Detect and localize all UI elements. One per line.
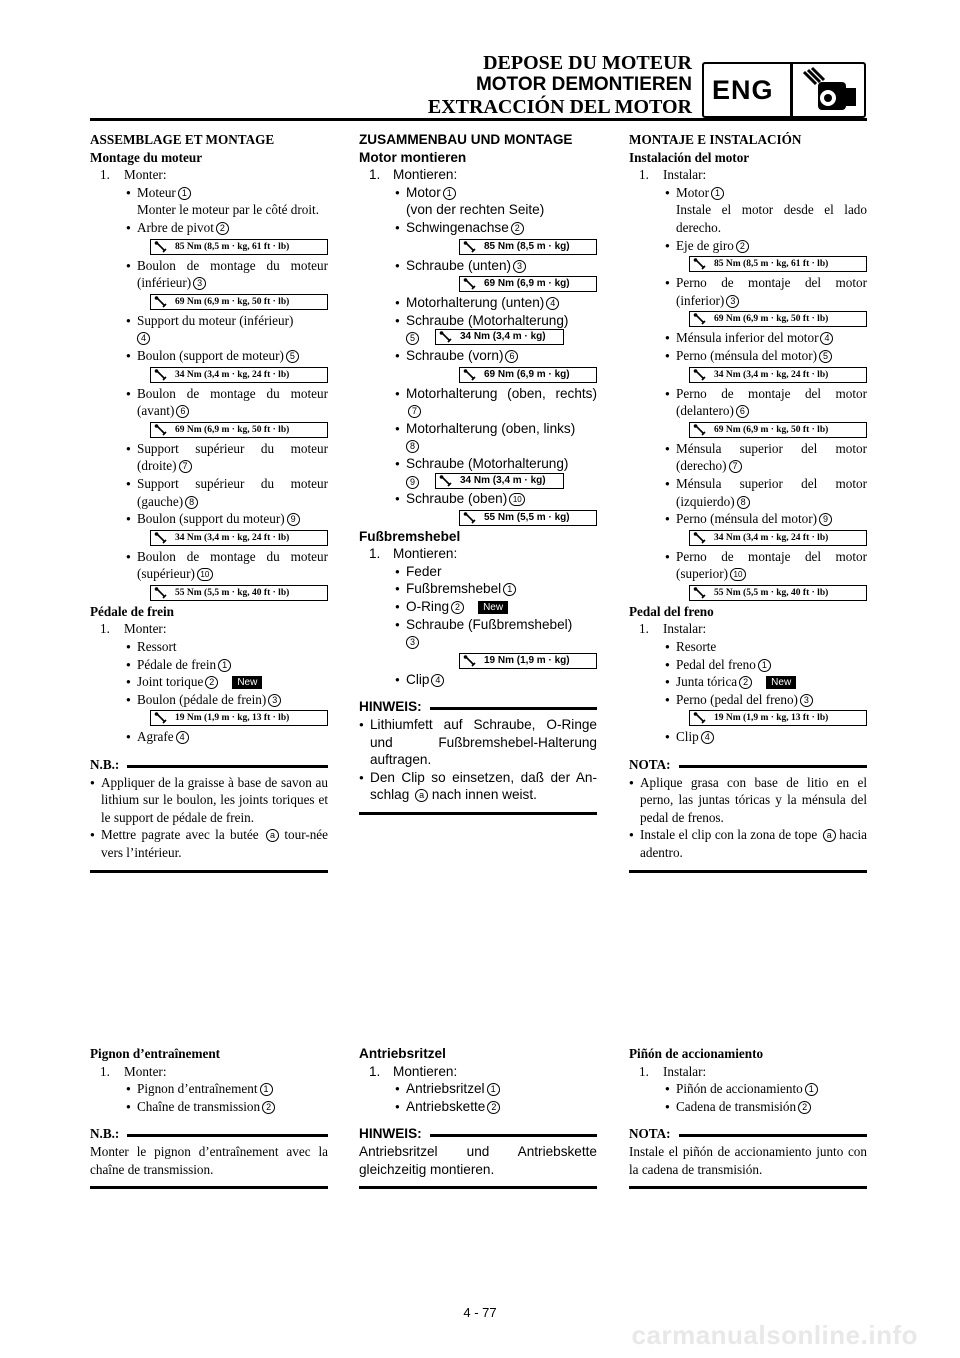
es-item-7: ● Ménsula superior del motor (derecho) 7 (629, 440, 867, 475)
wrench-icon (689, 257, 709, 271)
title-es: EXTRACCIÓN DEL MOTOR (427, 96, 692, 118)
fr-torque-10: 55 Nm (5,5 m · kg, 40 ft · lb) (150, 585, 328, 601)
fr-torque-2: 85 Nm (8,5 m · kg, 61 ft · lb) (150, 239, 328, 255)
title-de: MOTOR DEMONTIEREN (475, 74, 692, 95)
es-section-title: MONTAJE E INSTALACIÓN (629, 132, 802, 147)
de-sprocket-note: HINWEIS: Antriebsritzel und Antriebskette gleichzeitig montieren. (359, 1125, 597, 1189)
new-badge: New (232, 676, 262, 689)
es-step: 1. Instalar: (639, 167, 707, 183)
de-torque-5: 34 Nm (3,4 m · kg) (435, 329, 564, 345)
de-brake-2: ● Fußbremshebel 1 (359, 580, 597, 598)
wrench-icon (150, 240, 170, 254)
es-subsection: Instalación del motor (629, 149, 750, 165)
es-torque-6: 69 Nm (6,9 m · kg, 50 ft · lb) (689, 422, 867, 438)
de-brake-1: ● Feder (359, 563, 597, 581)
wrench-icon (459, 277, 479, 291)
fr-brake-2: ● Pédale de frein 1 (90, 656, 328, 674)
de-item-7: ● Motorhalterung (oben, rechts)7 (359, 385, 597, 420)
wrench-icon (689, 368, 709, 382)
fr-torque-brake: 19 Nm (1,9 m · kg, 13 ft · lb) (150, 710, 328, 726)
eng-badge (702, 62, 866, 118)
de-torque-2: 85 Nm (8,5 m · kg) (459, 239, 597, 255)
es-torque-10: 55 Nm (5,5 m · kg, 40 ft · lb) (689, 585, 867, 601)
fr-torque-6: 69 Nm (6,9 m · kg, 50 ft · lb) (150, 422, 328, 438)
de-brake-title: Fußbremshebel (359, 528, 461, 544)
wrench-icon (689, 312, 709, 326)
es-sprocket-title: Piñón de accionamiento (629, 1046, 764, 1061)
wrench-icon (435, 474, 455, 488)
de-item-10: ● Schraube (oben) 10 (359, 490, 597, 508)
es-torque-brake: 19 Nm (1,9 m · kg, 13 ft · lb) (689, 710, 867, 726)
es-item-5: ● Perno (ménsula del motor) 5 (629, 347, 867, 365)
fr-item-9: ● Boulon (support du moteur) 9 (90, 510, 328, 528)
eng-label: ENG (712, 75, 774, 105)
fr-section-title: ASSEMBLAGE ET MONTAGE (90, 132, 275, 147)
fr-sprocket: Pignon d’entraînement 1. Monter: ● Pignon d’entraînement 1 ● Chaîne de transmission 2 N.B.: Monter le pignon d’entraînement avec la chaîne de transmission. (90, 1045, 328, 1189)
wrench-icon (150, 711, 170, 725)
es-brake-1: ● Resorte (629, 638, 867, 656)
es-item-4: ● Ménsula inferior del motor 4 (629, 329, 867, 347)
de-torque-6: 69 Nm (6,9 m · kg) (459, 367, 597, 383)
wrench-icon (689, 531, 709, 545)
fr-torque-5: 34 Nm (3,4 m · kg, 24 ft · lb) (150, 367, 328, 383)
wrench-icon (689, 711, 709, 725)
es-brake-step: 1. Instalar: (639, 621, 707, 637)
de-section-title: ZUSAMMENBAU UND MONTAGE (359, 132, 573, 147)
de-brake-4: ● Schraube (Fußbremshebel) 3 (359, 616, 597, 651)
wrench-icon (435, 330, 455, 344)
watermark: carmanualsonline.info (631, 1320, 918, 1350)
es-brake-5: ● Clip 4 (629, 728, 867, 746)
de-item-1: ● Motor 1 (359, 184, 597, 202)
fr-item-7: ● Support supérieur du moteur (droite) 7 (90, 440, 328, 475)
es-sprocket: Piñón de accionamiento 1. Instalar: ● Piñón de accionamiento 1 ● Cadena de transmisión 2 NOTA: Instale el piñón de accionamiento junto con la cadena de transmisión. (629, 1045, 867, 1189)
es-item-9: ● Perno (ménsula del motor) 9 (629, 510, 867, 528)
wrench-icon (689, 586, 709, 600)
fr-item-3: ● Boulon de montage du moteur (inférieur) 3 (90, 257, 328, 292)
es-item-6: ● Perno de montaje del motor (delantero) 6 (629, 385, 867, 420)
fr-item-8: ● Support supérieur du moteur (gauche) 8 (90, 475, 328, 510)
es-torque-9: 34 Nm (3,4 m · kg, 24 ft · lb) (689, 530, 867, 546)
new-badge: New (766, 676, 796, 689)
de-brake-5: ● Clip 4 (359, 671, 597, 689)
es-torque-3: 69 Nm (6,9 m · kg, 50 ft · lb) (689, 311, 867, 327)
de-item-5: ● Schraube (Motorhalterung) 5 34 Nm (3,4 m · kg) (359, 312, 597, 347)
fr-item-1-note: Monter le moteur par le côté droit. (137, 202, 319, 218)
wrench-icon (150, 531, 170, 545)
de-torque-brake: 19 Nm (1,9 m · kg) (459, 653, 597, 669)
de-brake-3: ● O-Ring 2 New (359, 598, 597, 616)
fr-brake-title: Pédale de frein (90, 603, 174, 619)
de-sprocket: Antriebsritzel 1. Montieren: ● Antriebsritzel 1 ● Antriebskette 2 HINWEIS: Antriebsritzel und Antriebskette gleichzeitig montieren. (359, 1045, 597, 1189)
new-badge: New (478, 601, 508, 614)
fr-note: N.B.: ● Appliquer de la graisse à base de savon au lithium sur le boulon, les joints toriques et le support de pédale de frein. ● Mettre pagrate avec la butée a tour-née vers l’intérieur. (90, 756, 328, 873)
wrench-icon (459, 368, 479, 382)
es-brake-4: ● Perno (pedal del freno) 3 (629, 691, 867, 709)
de-brake-step: 1. Montieren: (369, 546, 458, 562)
wrench-icon (459, 511, 479, 525)
fr-sprocket-note: N.B.: Monter le pignon d’entraînement avec la chaîne de transmission. (90, 1125, 328, 1189)
de-item-2: ● Schwingenachse 2 (359, 219, 597, 237)
wrench-icon (150, 423, 170, 437)
es-torque-2: 85 Nm (8,5 m · kg, 61 ft · lb) (689, 256, 867, 272)
es-item-1: ● Motor 1 (629, 184, 867, 202)
es-item-1-note: Instale el motor desde el lado derecho. (676, 202, 867, 235)
eng-divider (790, 64, 793, 116)
wrench-icon (150, 295, 170, 309)
de-item-8: ● Motorhalterung (oben, links) 8 (359, 420, 597, 455)
fr-item-10: ● Boulon de montage du moteur (supérieur) 10 (90, 548, 328, 583)
fr-brake-1: ● Ressort (90, 638, 328, 656)
fr-item-2: ● Arbre de pivot 2 (90, 219, 328, 237)
fr-subsection: Montage du moteur (90, 149, 203, 165)
wrench-icon (150, 586, 170, 600)
de-item-6: ● Schraube (vorn) 6 (359, 347, 597, 365)
es-torque-5: 34 Nm (3,4 m · kg, 24 ft · lb) (689, 367, 867, 383)
header-rule (90, 118, 867, 121)
es-item-8: ● Ménsula superior del motor (izquierdo) 8 (629, 475, 867, 510)
wrench-icon (459, 654, 479, 668)
de-sprocket-title: Antriebsritzel (359, 1046, 446, 1061)
de-item-4: ● Motorhalterung (unten) 4 (359, 294, 597, 312)
title-fr: DEPOSE DU MOTEUR (483, 52, 692, 74)
de-note: HINWEIS: ● Lithiumfett auf Schraube, O-Ringe und Fußbremshebel-Halterung auftragen. ● Den Clip so einsetzen, daß der An-schlag a nach innen weist. (359, 698, 597, 815)
es-brake-2: ● Pedal del freno 1 (629, 656, 867, 674)
de-item-3: ● Schraube (unten) 3 (359, 257, 597, 275)
fr-brake-5: ● Agrafe 4 (90, 728, 328, 746)
fr-step: 1. Monter: (100, 167, 167, 183)
wrench-icon (459, 240, 479, 254)
wrench-icon (689, 423, 709, 437)
es-item-3: ● Perno de montaje del motor (inferior) 3 (629, 274, 867, 309)
de-torque-3: 69 Nm (6,9 m · kg) (459, 276, 597, 292)
fr-item-6: ● Boulon de montage du moteur (avant) 6 (90, 385, 328, 420)
fr-sprocket-title: Pignon d’entraînement (90, 1046, 221, 1061)
column-fr (90, 131, 328, 873)
de-torque-9: 34 Nm (3,4 m · kg) (435, 473, 564, 489)
de-torque-10: 55 Nm (5,5 m · kg) (459, 510, 597, 526)
fr-torque-3: 69 Nm (6,9 m · kg, 50 ft · lb) (150, 294, 328, 310)
de-step: 1. Montieren: (369, 167, 458, 183)
fr-brake-3: ● Joint torique 2 New (90, 673, 328, 691)
fr-brake-4: ● Boulon (pédale de frein) 3 (90, 691, 328, 709)
es-brake-title: Pedal del freno (629, 603, 714, 619)
es-item-10: ● Perno de montaje del motor (superior) 10 (629, 548, 867, 583)
engine-icon (794, 66, 864, 116)
column-es (629, 131, 867, 873)
de-subsection: Motor montieren (359, 149, 467, 165)
es-sprocket-note: NOTA: Instale el piñón de accionamiento junto con la cadena de transmisión. (629, 1125, 867, 1189)
de-item-9: ● Schraube (Motorhalterung) 9 34 Nm (3,4 m · kg) (359, 455, 597, 490)
es-brake-3: ● Junta tórica 2 New (629, 673, 867, 691)
es-note: NOTA: ● Aplique grasa con base de litio en el perno, las juntas tóricas y la ménsula del pedal de frenos. ● Instale el clip con la zona de tope a hacia adentro. (629, 756, 867, 873)
fr-item-1: ● Moteur 1 (90, 184, 328, 202)
column-de (359, 131, 597, 815)
de-item-1-note: (von der rechten Seite) (406, 202, 545, 218)
page-number: 4 - 77 (463, 1305, 497, 1320)
fr-torque-9: 34 Nm (3,4 m · kg, 24 ft · lb) (150, 530, 328, 546)
fr-item-4: ● Support du moteur (inférieur) 4 (90, 312, 328, 347)
wrench-icon (150, 368, 170, 382)
es-item-2: ● Eje de giro 2 (629, 237, 867, 255)
fr-item-5: ● Boulon (support de moteur) 5 (90, 347, 328, 365)
header-titles (428, 52, 692, 118)
fr-brake-step: 1. Monter: (100, 621, 167, 637)
